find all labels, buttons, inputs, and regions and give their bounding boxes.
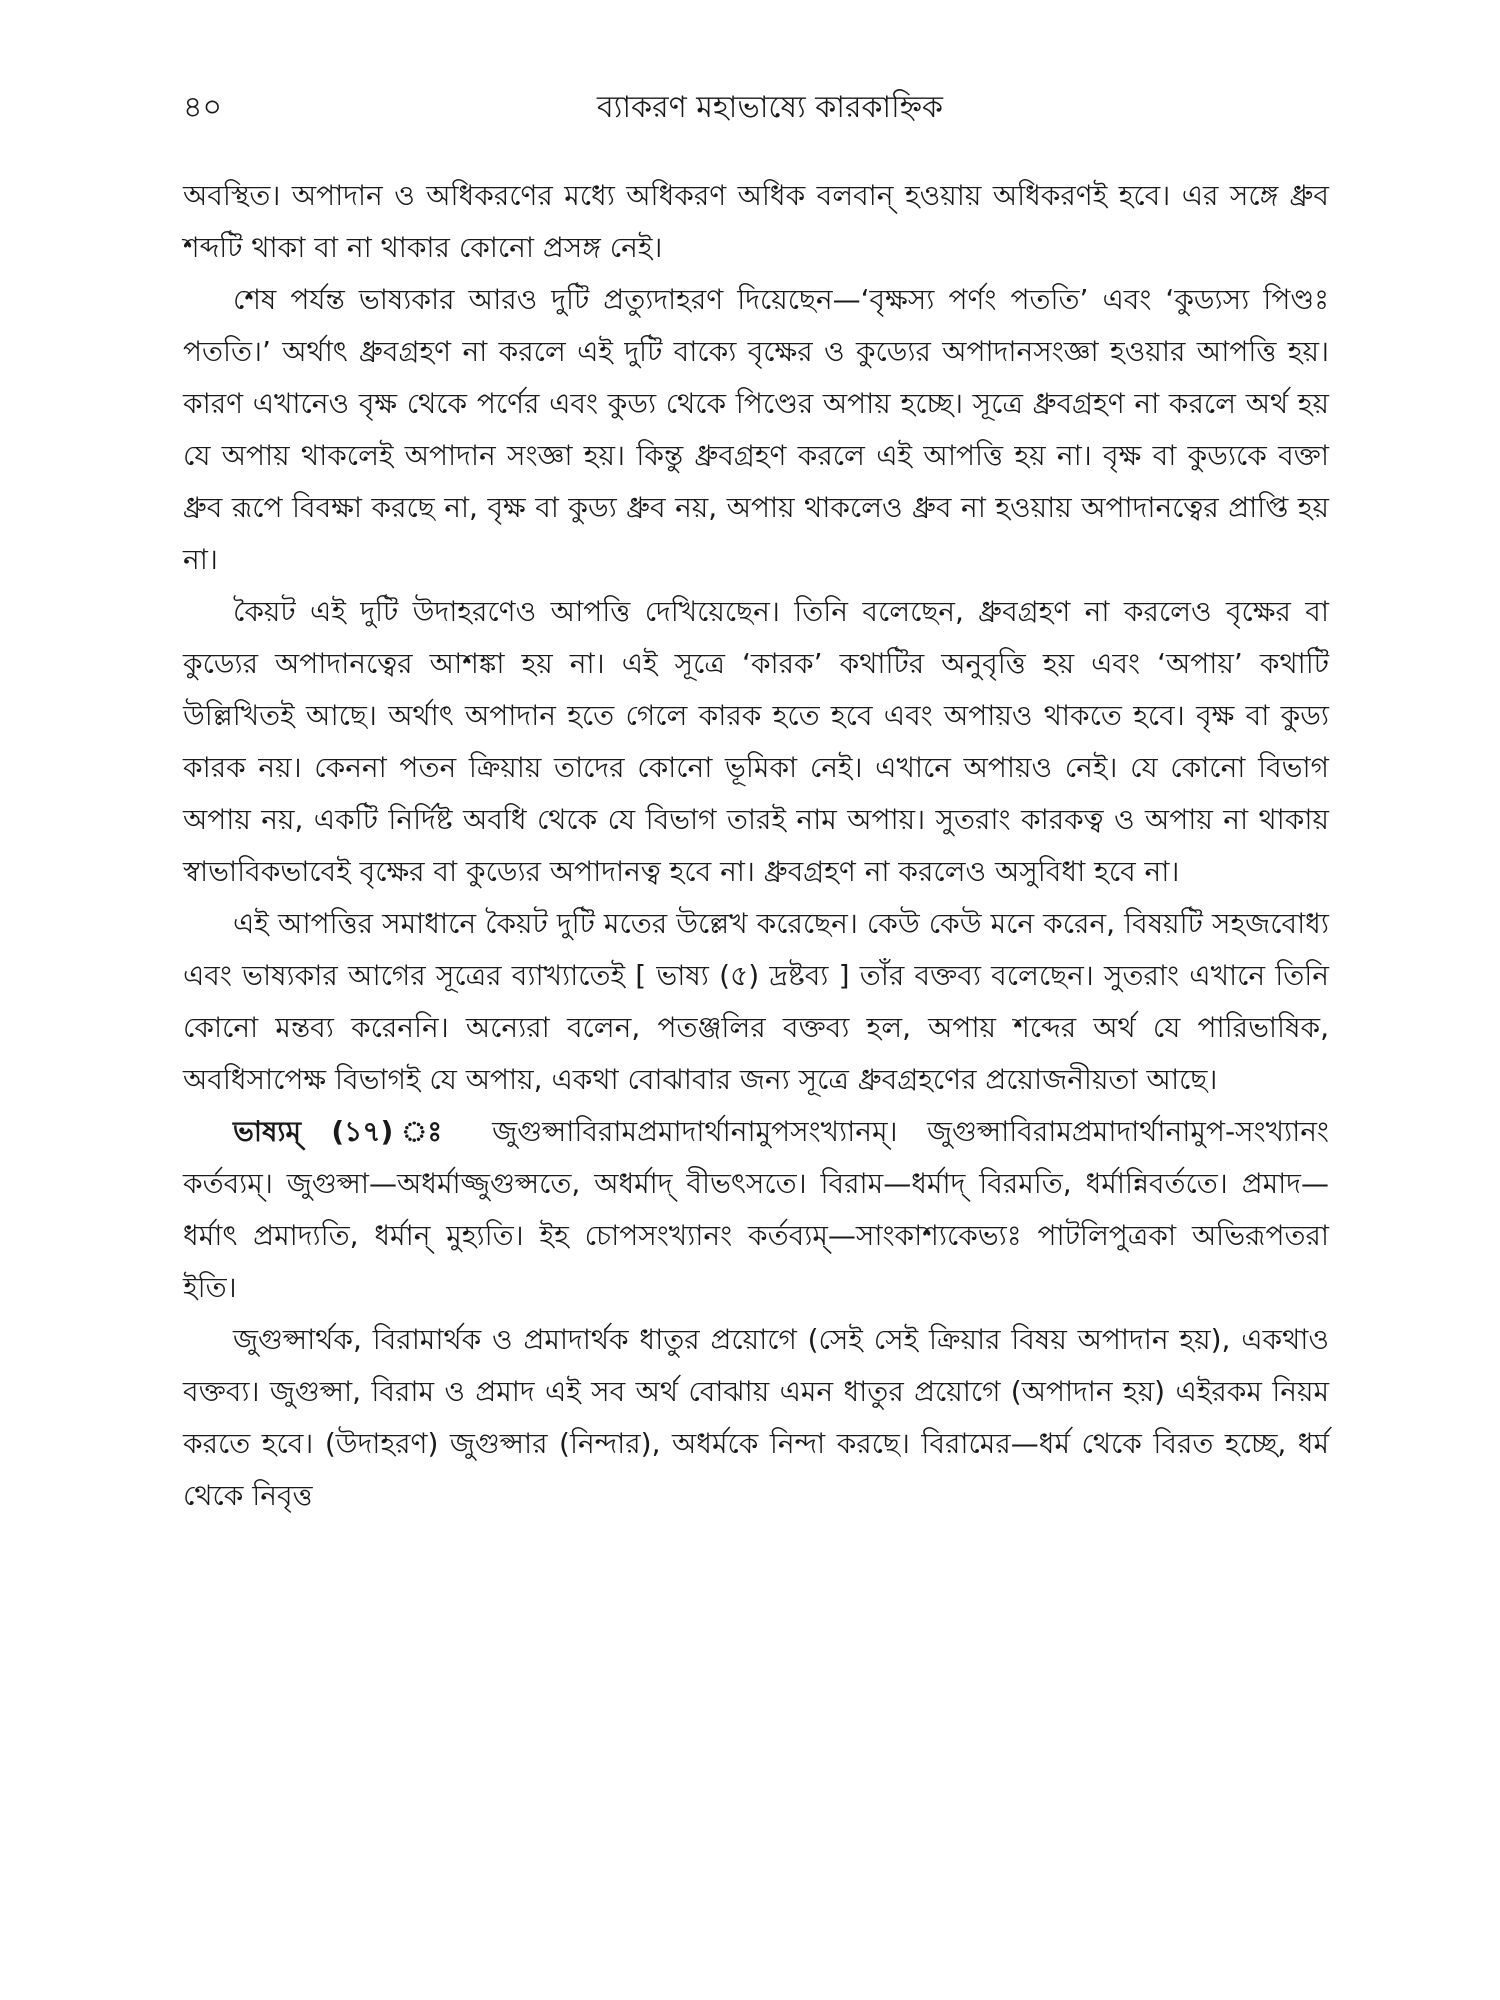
paragraph-2: শেষ পর্যন্ত ভাষ্যকার আরও দুটি প্রত্যুদাহরণ দিয়েছেন—‘বৃক্ষস্য পর্ণং পততি’ এবং ‘কুড্যস্য পিণ্ডঃ পততি।’ অর্থাৎ ধ্রুবগ্রহণ না করলে এই দুটি বাক্যে বৃক্ষের ও কুড্যের অপাদানসংজ্ঞা হওয়ার আপত্তি হয়। কারণ এখানেও বৃক্ষ থেকে পর্ণের এবং কুড্য থেকে পিণ্ডের অপায় হচ্ছে। সূত্রে ধ্রুবগ্রহণ না করলে অর্থ হয় যে অপায় থাকলেই অপাদান সংজ্ঞা হয়। কিন্তু ধ্রুবগ্রহণ করলে এই আপত্তি হয় না। বৃক্ষ বা কুড্যকে বক্তা ধ্রুব রূপে বিবক্ষা করছে না, বৃক্ষ বা কুড্য ধ্রুব নয়, অপায় থাকলেও ধ্রুব না হওয়ায় অপাদানত্বের প্রাপ্তি হয় না। [183,283,1329,576]
running-head: ব্যাকরণ মহাভাষ্যে কারকাহ্নিক [596,90,944,125]
page-number: ৪০ [183,90,222,125]
paragraph-1: অবস্থিত। অপাদান ও অধিকরণের মধ্যে অধিকরণ অধিক বলবান্ হওয়ায় অধিকরণই হবে। এর সঙ্গে ধ্রুব শব্দটি থাকা বা না থাকার কোনো প্রসঙ্গ নেই। [183,179,1329,264]
paragraph-6: জুগুপ্সার্থক, বিরামার্থক ও প্রমাদার্থক ধাতুর প্রয়োগে (সেই সেই ক্রিয়ার বিষয় অপাদান হয়), একথাও বক্তব্য। জুগুপ্সা, বিরাম ও প্রমাদ এই সব অর্থ বোঝায় এমন ধাতুর প্রয়োগে (অপাদান হয়) এইরকম নিয়ম করতে হবে। (উদাহরণ) জুগুপ্সার (নিন্দার), অধর্মকে নিন্দা করছে। বিরামের—ধর্ম থেকে বিরত হচ্ছে, ধর্ম থেকে নিবৃত্ত [183,1323,1329,1512]
page-body [183,170,1329,1522]
paragraph-5 [183,1106,1329,1314]
paragraph-3: কৈয়ট এই দুটি উদাহরণেও আপত্তি দেখিয়েছেন। তিনি বলেছেন, ধ্রুবগ্রহণ না করলেও বৃক্ষের বা কুড্যের অপাদানত্বের আশঙ্কা হয় না। এই সূত্রে ‘কারক’ কথাটির অনুবৃত্তি হয় এবং ‘অপায়’ কথাটি উল্লিখিতই আছে। অর্থাৎ অপাদান হতে গেলে কারক হতে হবে এবং অপায়ও থাকতে হবে। বৃক্ষ বা কুড্য কারক নয়। কেননা পতন ক্রিয়ায় তাদের কোনো ভূমিকা নেই। এখানে অপায়ও নেই। যে কোনো বিভাগ অপায় নয়, একটি নির্দিষ্ট অবধি থেকে যে বিভাগ তারই নাম অপায়। সুতরাং কারকত্ব ও অপায় না থাকায় স্বাভাবিকভাবেই বৃক্ষের বা কুড্যের অপাদানত্ব হবে না। ধ্রুবগ্রহণ না করলেও অসুবিধা হবে না। [183,595,1329,888]
paragraph-4: এই আপত্তির সমাধানে কৈয়ট দুটি মতের উল্লেখ করেছেন। কেউ কেউ মনে করেন, বিষয়টি সহজবোধ্য এবং ভাষ্যকার আগের সূত্রের ব্যাখ্যাতেই [ ভাষ্য (৫) দ্রষ্টব্য ] তাঁর বক্তব্য বলেছেন। সুতরাং এখানে তিনি কোনো মন্তব্য করেননি। অন্যেরা বলেন, পতঞ্জলির বক্তব্য হল, অপায় শব্দের অর্থ যে পারিভাষিক, অবধিসাপেক্ষ বিভাগই যে অপায়, একথা বোঝাবার জন্য সূত্রে ধ্রুবগ্রহণের প্রয়োজনীয়তা আছে। [183,907,1329,1096]
bhashya-label: ভাষ্যম্ (১৭) ঃ [233,1115,463,1148]
bhashya-text: জুগুপ্সাবিরামপ্রমাদার্থানামুপসংখ্যানম্। জুগুপ্সাবিরামপ্রমাদার্থানামুপ-সংখ্যানং কর্তব্যম্। জুগুপ্সা—অধর্মাজ্জুগুপ্সতে, অধর্মাদ্ বীভৎসতে। বিরাম—ধর্মাদ্ বিরমতি, ধর্মান্নিবর্ততে। প্রমাদ—ধর্মাৎ প্রমাদ্যতি, ধর্মান্ মুহ্যতি। ইহ চোপসংখ্যানং কর্তব্যম্—সাংকাশ্যকেভ্যঃ পাটলিপুত্রকা অভিরূপতরা ইতি। [183,1115,1329,1304]
